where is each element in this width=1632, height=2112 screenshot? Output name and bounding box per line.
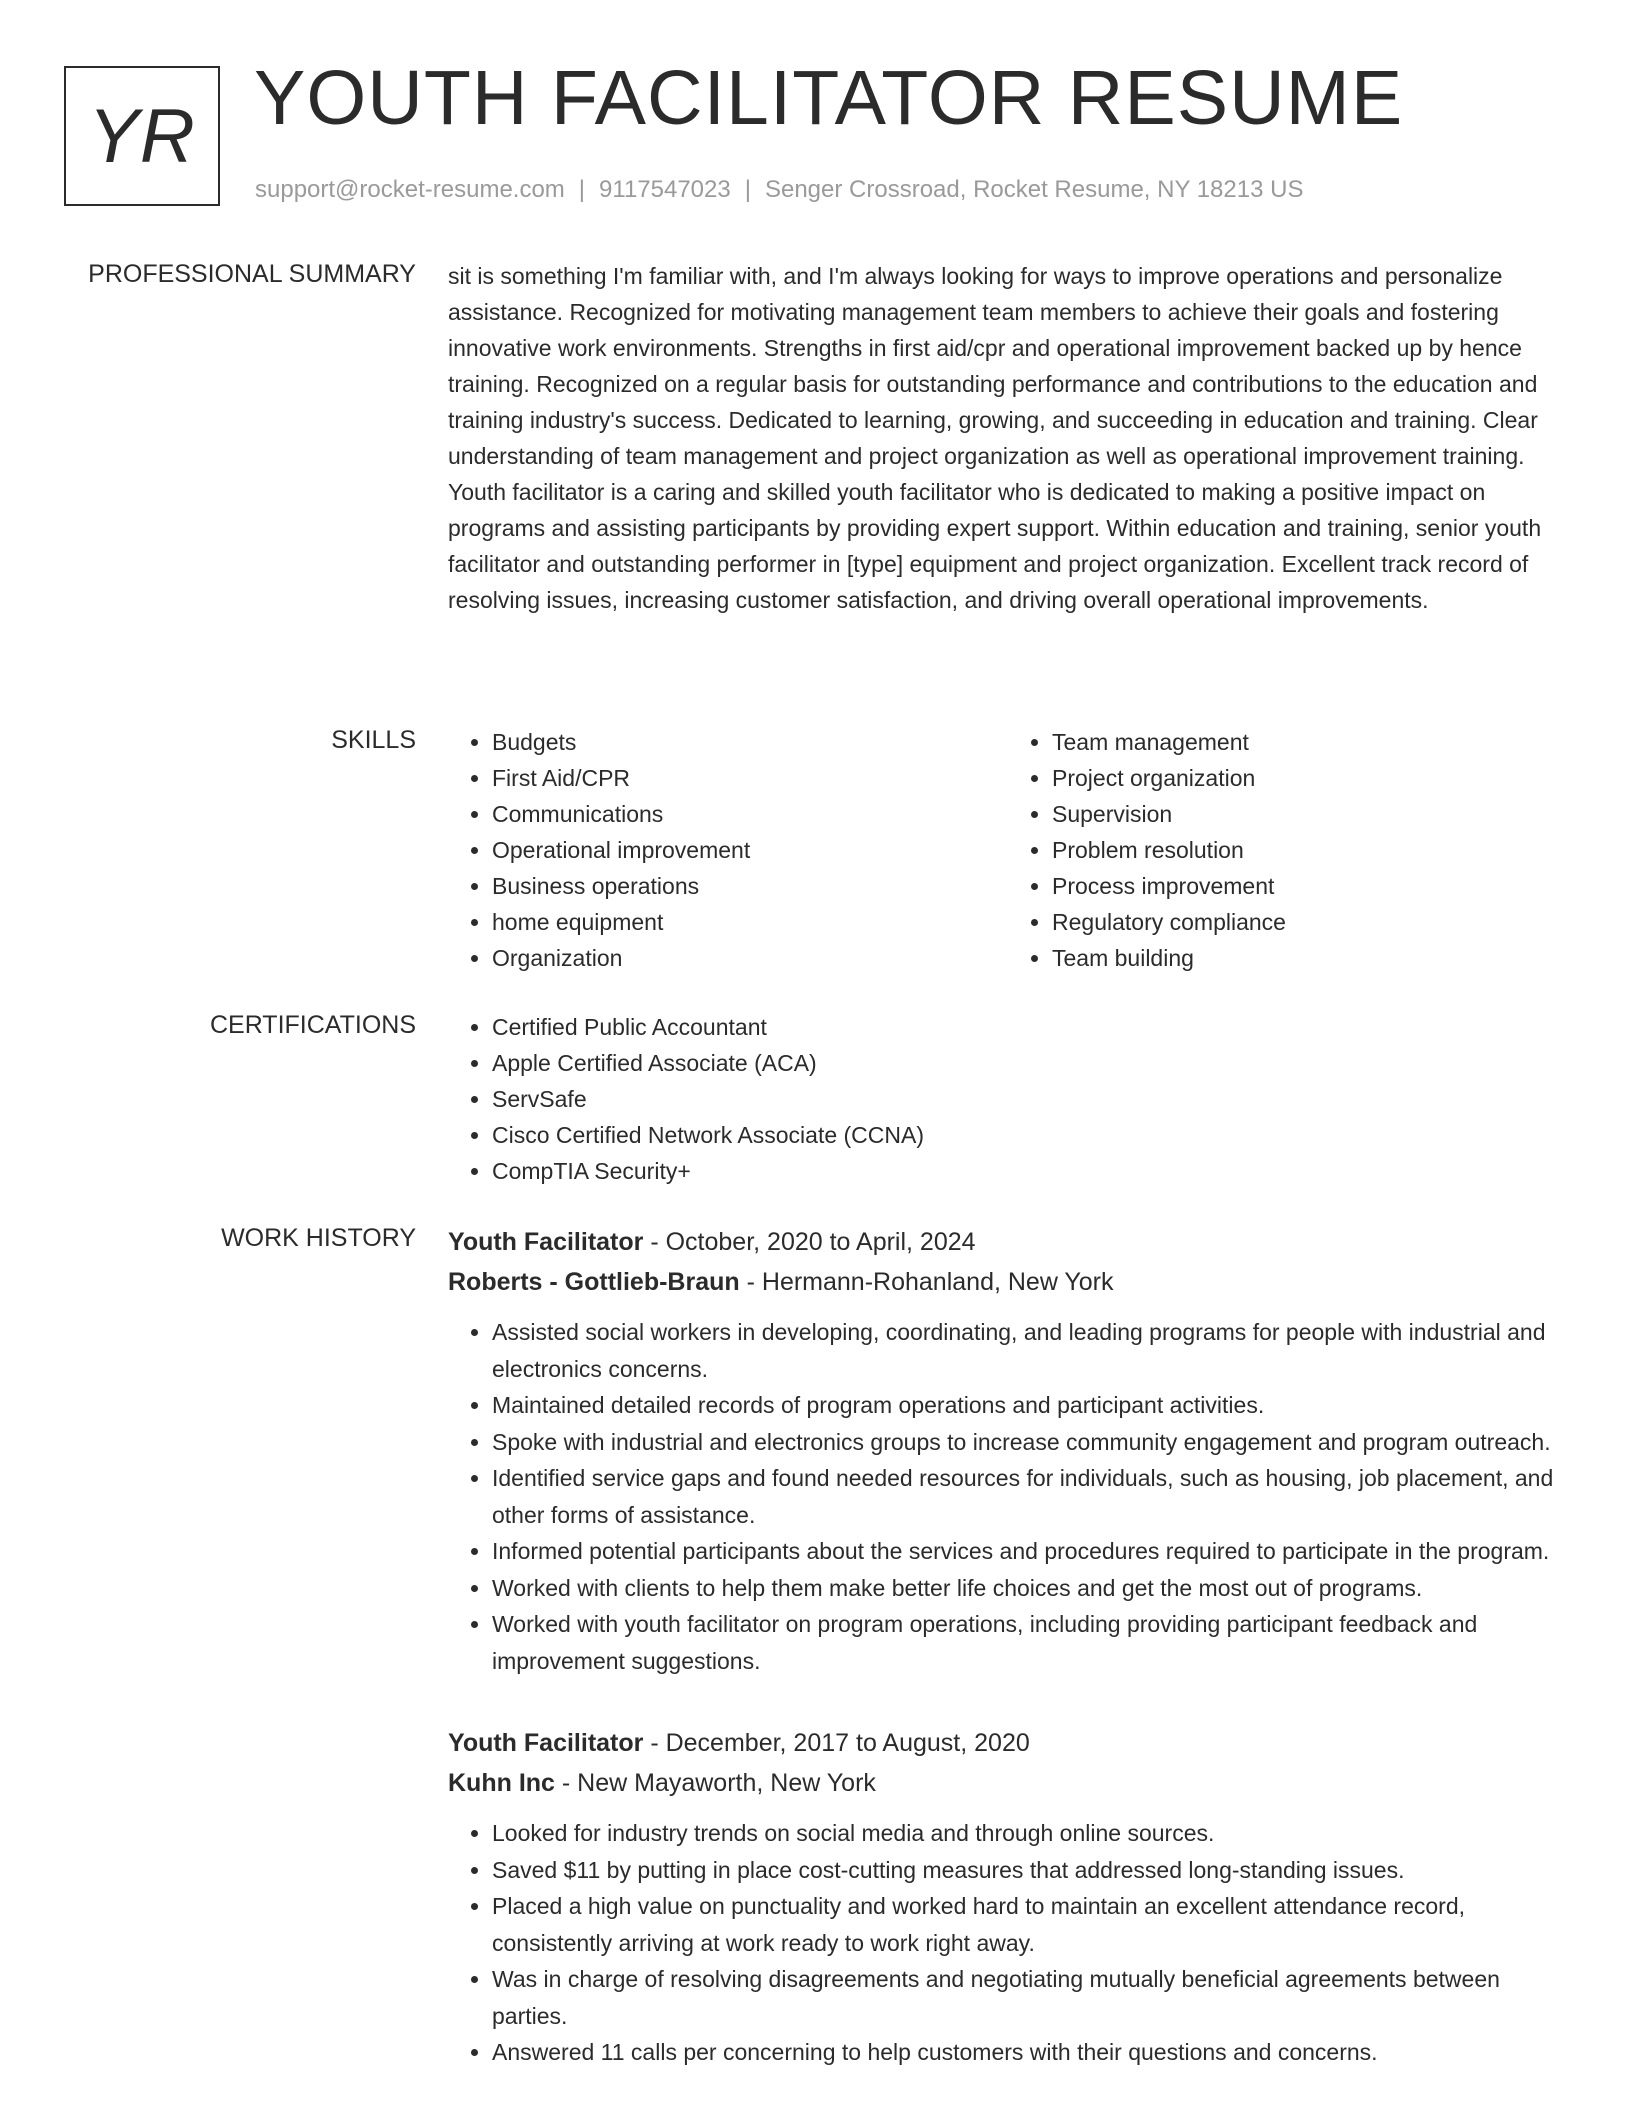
skill-item: • Communications (492, 796, 1008, 832)
skills-list-right (1008, 724, 1568, 976)
job-duties-list (448, 1815, 1568, 2071)
contact-separator: | (578, 176, 586, 203)
skill-item: • Process improvement (1052, 868, 1568, 904)
certification-item: • ServSafe (492, 1081, 1568, 1117)
certification-item: • Apple Certified Associate (ACA) (492, 1045, 1568, 1081)
skill-item: • First Aid/CPR (492, 760, 1008, 796)
job-duty: • Spoke with industrial and electronics groups to increase community engagement and program outreach. (492, 1424, 1568, 1461)
job-duty: • Looked for industry trends on social media and through online sources. (492, 1815, 1568, 1852)
job-duty: • Maintained detailed records of program operations and participant activities. (492, 1387, 1568, 1424)
job-company-line (448, 1763, 1568, 1803)
skill-item: • Business operations (492, 868, 1008, 904)
contact-email: support@rocket-resume.com (255, 176, 565, 203)
job-duty: • Was in charge of resolving disagreements and negotiating mutually beneficial agreements between parties. (492, 1961, 1568, 2034)
job-duty: • Assisted social workers in developing, coordinating, and leading programs for people with industrial and electronics concerns. (492, 1314, 1568, 1387)
certifications-heading: CERTIFICATIONS (209, 1011, 416, 1039)
job-title: Youth Facilitator (448, 1729, 644, 1757)
contact-line (255, 176, 1303, 204)
skill-item: • Organization (492, 940, 1008, 976)
monogram-initials: YR (88, 93, 196, 179)
summary-heading: PROFESSIONAL SUMMARY (88, 260, 416, 288)
skill-item: • Budgets (492, 724, 1008, 760)
skill-item: • Supervision (1052, 796, 1568, 832)
job-duty: • Answered 11 calls per concerning to help customers with their questions and concerns. (492, 2034, 1568, 2071)
job-location: - Hermann-Rohanland, New York (746, 1268, 1114, 1296)
job-entry (448, 1222, 1568, 1679)
skills-columns (448, 724, 1568, 976)
monogram-box (64, 66, 220, 206)
job-duty: • Placed a high value on punctuality and worked hard to maintain an excellent attendance record, consistently arriving at work ready to work right away. (492, 1888, 1568, 1961)
job-duty: • Identified service gaps and found needed resources for individuals, such as housing, job placement, and other forms of assistance. (492, 1460, 1568, 1533)
skill-item: • Project organization (1052, 760, 1568, 796)
contact-address: Senger Crossroad, Rocket Resume, NY 18213 US (764, 176, 1304, 203)
skill-item: • home equipment (492, 904, 1008, 940)
job-dates: - December, 2017 to August, 2020 (650, 1729, 1030, 1757)
certification-item: • Certified Public Accountant (492, 1009, 1568, 1045)
job-title: Youth Facilitator (448, 1228, 644, 1256)
job-duty: • Worked with youth facilitator on program operations, including providing participant feedback and improvement suggestions. (492, 1606, 1568, 1679)
job-duties-list (448, 1314, 1568, 1679)
skill-item: • Operational improvement (492, 832, 1008, 868)
certification-item: • CompTIA Security+ (492, 1153, 1568, 1189)
job-company: Kuhn Inc (448, 1769, 555, 1797)
resume-title: YOUTH FACILITATOR RESUME (254, 55, 1404, 141)
job-location: - New Mayaworth, New York (561, 1769, 876, 1797)
job-duty: • Saved $11 by putting in place cost-cutting measures that addressed long-standing issues. (492, 1852, 1568, 1889)
job-dates: - October, 2020 to April, 2024 (650, 1228, 976, 1256)
skill-item: • Team management (1052, 724, 1568, 760)
work-history-heading: WORK HISTORY (221, 1224, 416, 1252)
skill-item: • Regulatory compliance (1052, 904, 1568, 940)
job-company: Roberts - Gottlieb-Braun (448, 1268, 740, 1296)
contact-phone: 9117547023 (599, 176, 731, 203)
skills-list-left (448, 724, 1008, 976)
job-duty: • Informed potential participants about the services and procedures required to participate in the program. (492, 1533, 1568, 1570)
certification-item: • Cisco Certified Network Associate (CCNA) (492, 1117, 1568, 1153)
work-history-body (448, 1222, 1568, 2071)
job-title-line (448, 1723, 1568, 1763)
certifications-body (448, 1009, 1568, 1189)
skills-heading: SKILLS (331, 726, 416, 754)
certifications-list (448, 1009, 1568, 1189)
contact-separator: | (744, 176, 751, 203)
summary-text: sit is something I'm familiar with, and I'm always looking for ways to improve operations and personalize assistance. Recognized for motivating management team members to achieve their goals and fostering innovative work environments. Strengths in first aid/cpr and operational improvement backed up by hence training. Recognized on a regular basis for outstanding performance and contributions to the education and training industry's success. Dedicated to learning, growing, and succeeding in education and training. Clear understanding of team management and project organization as well as operational improvement training. Youth facilitator is a caring and skilled youth facilitator who is dedicated to making a positive impact on programs and assisting participants by providing expert support. Within education and training, senior youth facilitator and outstanding performer in [type] equipment and project organization. Excellent track record of resolving issues, increasing customer satisfaction, and driving overall operational improvements. (448, 263, 1542, 613)
skill-item: • Team building (1052, 940, 1568, 976)
job-entry (448, 1723, 1568, 2071)
skill-item: • Problem resolution (1052, 832, 1568, 868)
job-title-line (448, 1222, 1568, 1262)
job-duty: • Worked with clients to help them make better life choices and get the most out of programs. (492, 1570, 1568, 1607)
job-company-line (448, 1262, 1568, 1302)
